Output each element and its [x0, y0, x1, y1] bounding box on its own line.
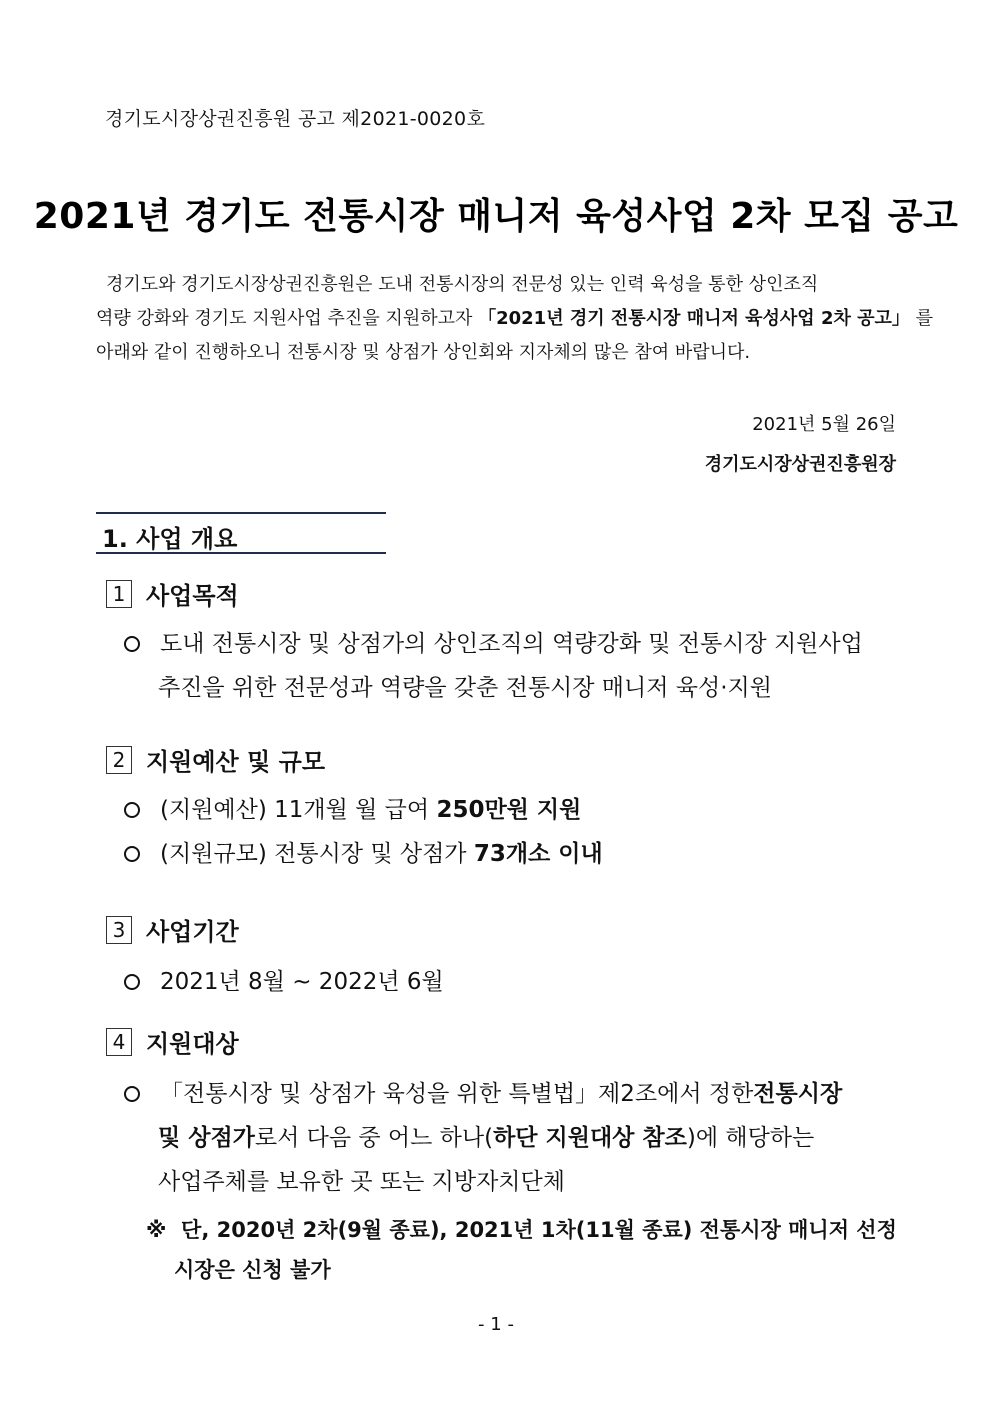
target-line-2-bold: 및 상점가 — [158, 1125, 255, 1151]
target-line-1: 「전통시장 및 상점가 육성을 위한 특별법」제2조에서 정한 — [160, 1081, 754, 1107]
budget-item-text: 11개월 월 급여 — [274, 797, 430, 823]
announcement-name: 「2021년 경기 전통시장 매니저 육성사업 2차 공고」 — [478, 308, 910, 329]
circle-bullet-icon — [124, 636, 140, 652]
subsection-number-box: 4 — [106, 1028, 132, 1056]
issuer-name: 경기도시장상권진흥원장 — [704, 454, 896, 475]
subsection-budget — [106, 742, 325, 777]
intro-line-2 — [96, 302, 934, 336]
budget-item-amount: 250만원 지원 — [436, 797, 582, 823]
budget-bullets — [120, 788, 896, 876]
period-bullet — [120, 960, 896, 1004]
target-line-1-bold: 전통시장 — [753, 1081, 843, 1107]
target-line-2-end: )에 해당하는 — [686, 1125, 815, 1151]
target-bullet — [120, 1072, 896, 1204]
subsection-title: 지원예산 및 규모 — [146, 748, 325, 776]
intro-line-3: 아래와 같이 진행하오니 전통시장 및 상점가 상인회와 지자체의 많은 참여 바랍니다. — [96, 342, 751, 363]
circle-bullet-icon — [124, 802, 140, 818]
target-reference: 하단 지원대상 참조 — [493, 1125, 687, 1151]
target-line-3: 사업주체를 보유한 곳 또는 지방자치단체 — [158, 1169, 565, 1195]
intro-line-1: 경기도와 경기도시장상권진흥원은 도내 전통시장의 전문성 있는 인력 육성을 통한 상인조직 — [106, 274, 819, 295]
purpose-line-2: 추진을 위한 전문성과 역량을 갖춘 전통시장 매니저 육성·지원 — [158, 675, 772, 701]
page-number: - 1 - — [478, 1314, 514, 1335]
subsection-title: 사업목적 — [146, 582, 239, 610]
budget-item — [120, 788, 896, 832]
target-line-2-text: 로서 다음 중 어느 하나( — [254, 1125, 494, 1151]
intro-line-2-text: 역량 강화와 경기도 지원사업 추진을 지원하고자 — [96, 308, 479, 329]
subsection-title: 사업기간 — [146, 918, 239, 946]
purpose-line-1: 도내 전통시장 및 상점가의 상인조직의 역량강화 및 전통시장 지원사업 — [160, 631, 863, 657]
subsection-number-box: 2 — [106, 746, 132, 774]
subsection-number-box: 1 — [106, 580, 132, 608]
section-heading-box — [96, 512, 386, 554]
note-line-1: 단, 2020년 2차(9월 종료), 2021년 1차(11월 종료) 전통시장 매니저 선정 — [181, 1218, 897, 1242]
notice-number: 경기도시장상권진흥원 공고 제2021-0020호 — [105, 108, 486, 130]
intro-paragraph — [96, 268, 934, 370]
purpose-bullet — [120, 622, 896, 710]
circle-bullet-icon — [124, 974, 140, 990]
subsection-number-box: 3 — [106, 916, 132, 944]
note-mark: ※ — [146, 1218, 167, 1242]
subsection-purpose — [106, 576, 239, 611]
note-line-2: 시장은 신청 불가 — [174, 1258, 331, 1282]
page-title: 2021년 경기도 전통시장 매니저 육성사업 2차 모집 공고 — [33, 196, 959, 237]
circle-bullet-icon — [124, 1086, 140, 1102]
scale-item — [120, 832, 896, 876]
scale-item-count: 73개소 이내 — [473, 841, 603, 867]
circle-bullet-icon — [124, 846, 140, 862]
subsection-period — [106, 912, 239, 947]
intro-line-2-end: 를 — [915, 308, 934, 329]
target-note — [146, 1210, 896, 1290]
subsection-target — [106, 1024, 239, 1059]
section-heading: 1. 사업 개요 — [102, 525, 238, 553]
scale-item-text: 전통시장 및 상점가 — [274, 841, 467, 867]
period-text: 2021년 8월 ~ 2022년 6월 — [160, 969, 444, 995]
target-line-2 — [120, 1116, 896, 1160]
subsection-title: 지원대상 — [146, 1030, 239, 1058]
scale-item-label: (지원규모) — [160, 841, 267, 867]
announcement-date: 2021년 5월 26일 — [752, 414, 896, 435]
budget-item-label: (지원예산) — [160, 797, 267, 823]
